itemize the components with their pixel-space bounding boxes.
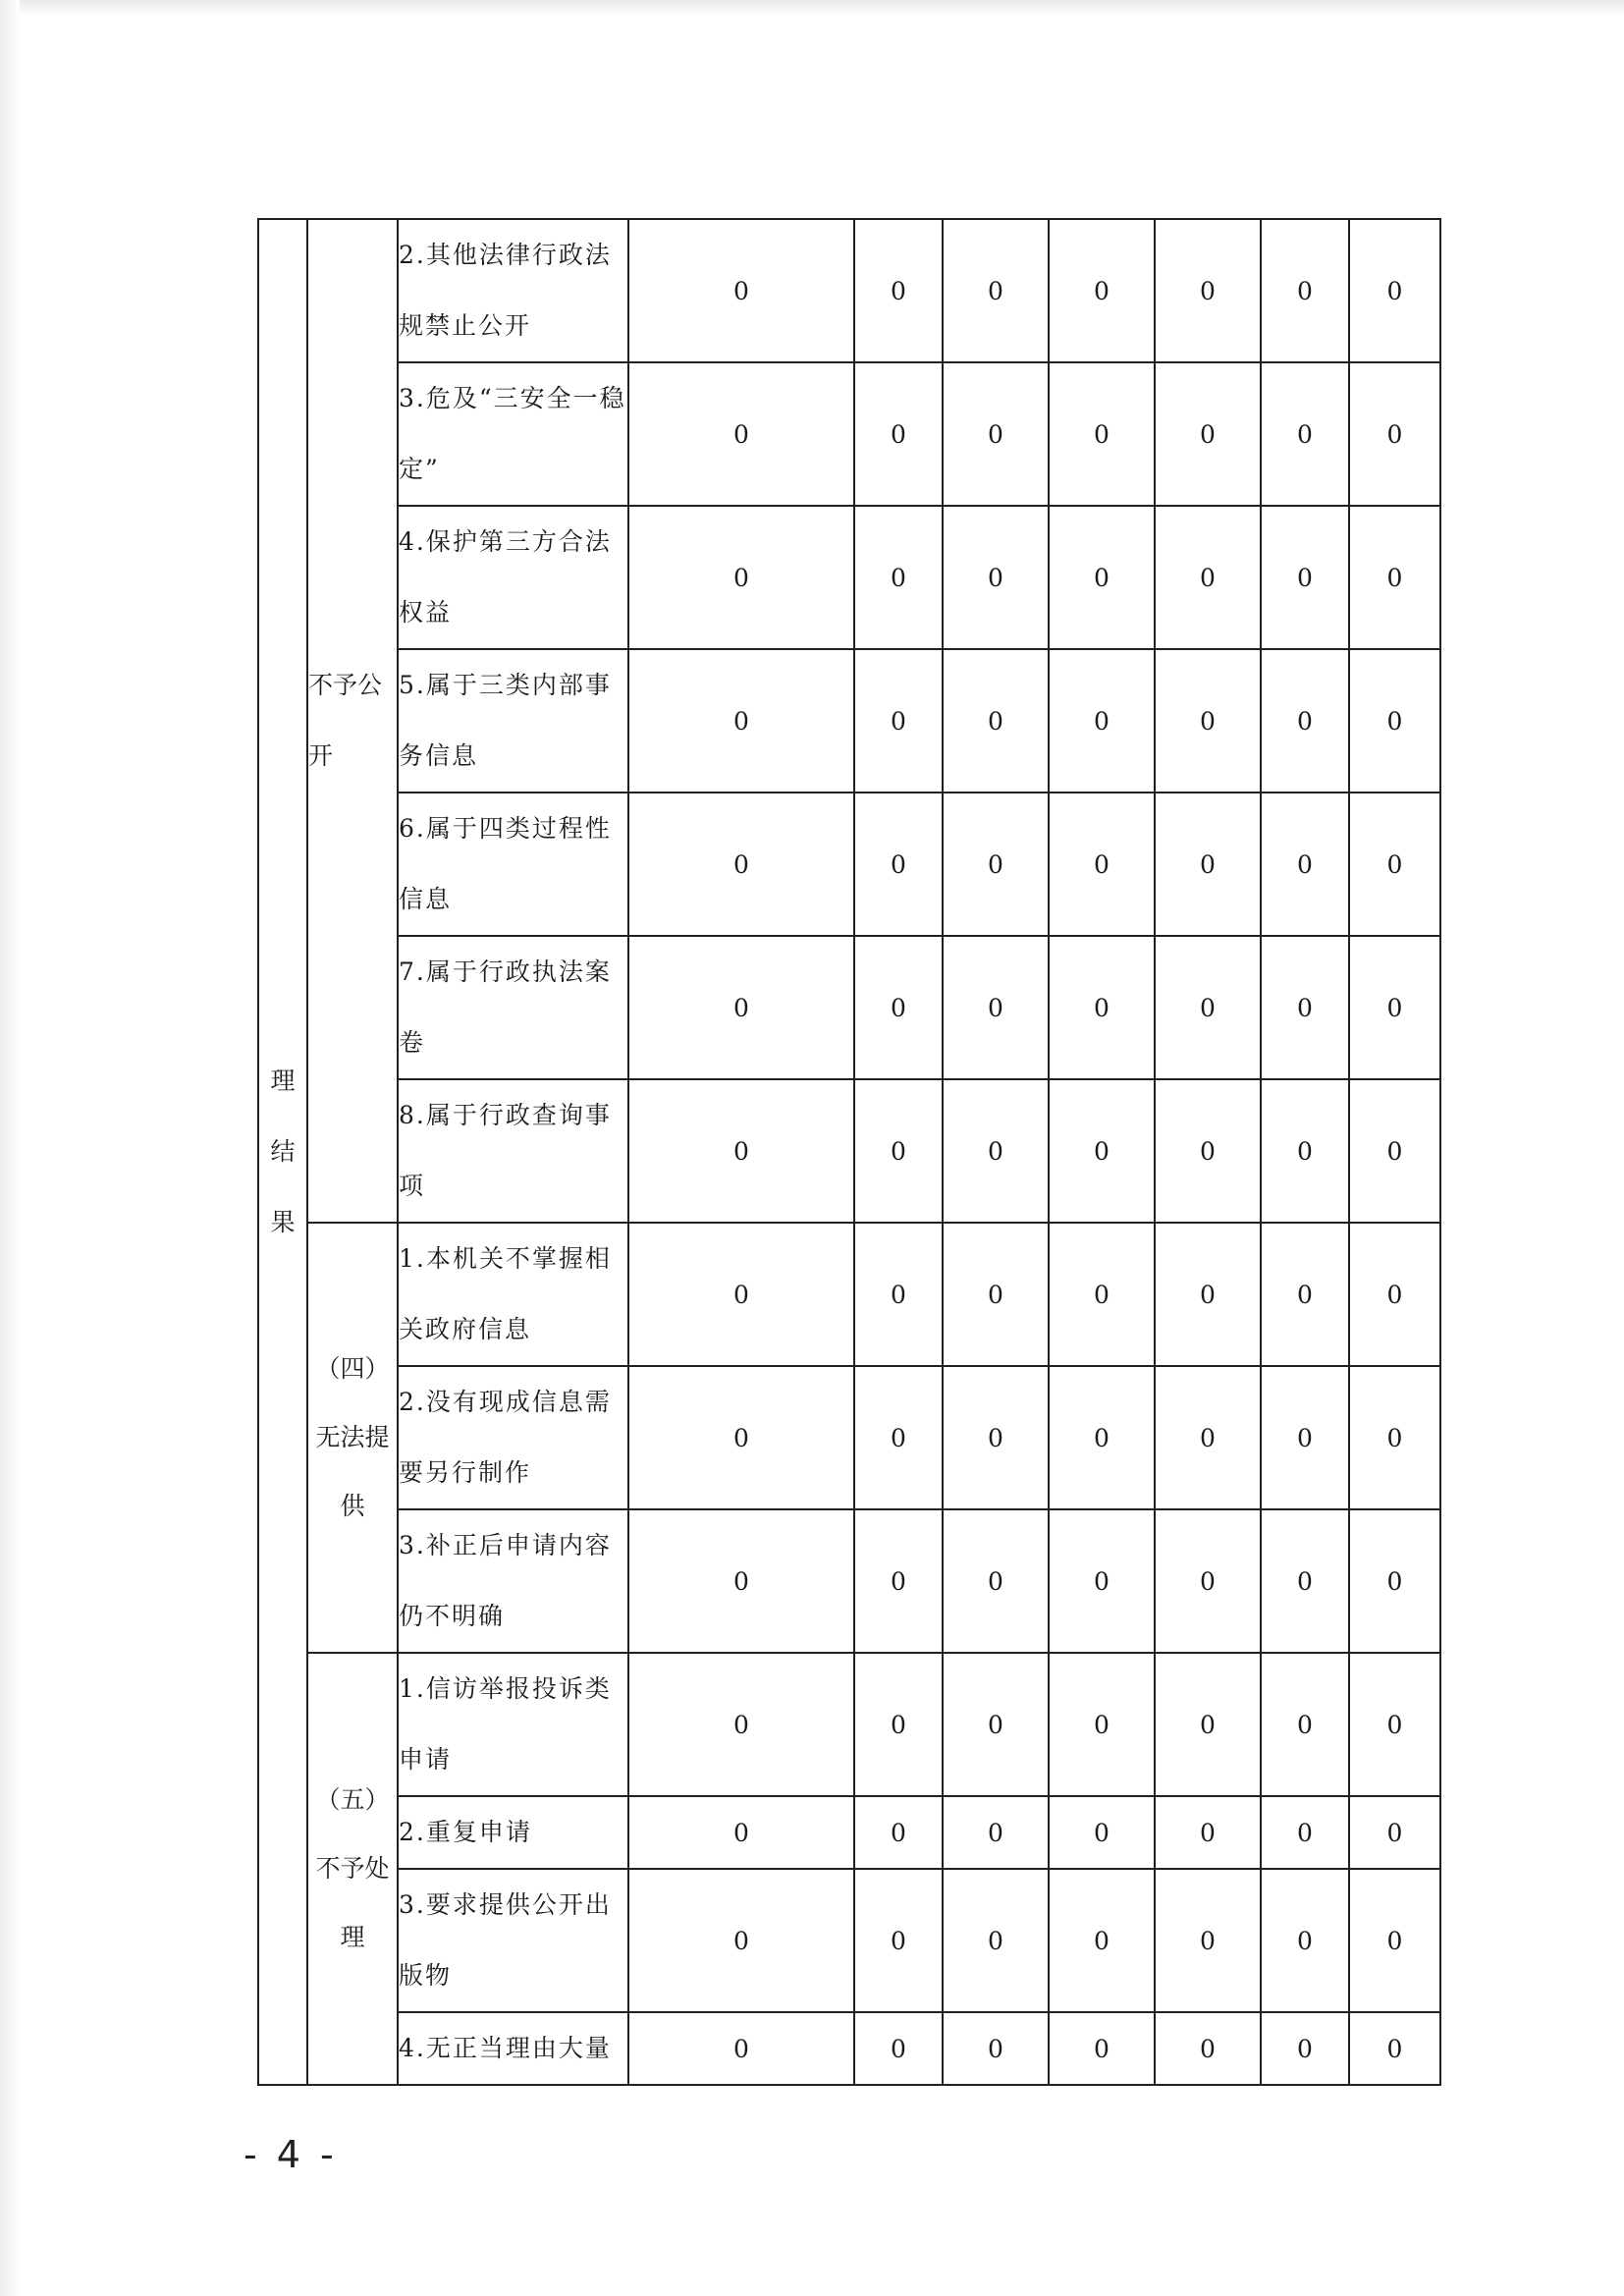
value-cell: 0 bbox=[1261, 1869, 1349, 2012]
value-cell: 0 bbox=[1049, 936, 1155, 1079]
value-cell: 0 bbox=[854, 2012, 943, 2085]
value-cell: 0 bbox=[1049, 362, 1155, 506]
value-cell: 0 bbox=[1155, 649, 1261, 793]
value-cell: 0 bbox=[854, 506, 943, 649]
value-cell: 0 bbox=[1261, 1509, 1349, 1653]
table-row bbox=[258, 649, 1440, 793]
value-cell: 0 bbox=[1155, 1223, 1261, 1366]
value-cell: 0 bbox=[1049, 1223, 1155, 1366]
item-label: 2.重复申请 bbox=[398, 1796, 628, 1869]
table-row bbox=[258, 1869, 1440, 2012]
value-cell: 0 bbox=[1155, 219, 1261, 362]
value-cell: 0 bbox=[1349, 219, 1440, 362]
value-cell: 0 bbox=[943, 1869, 1049, 2012]
value-cell: 0 bbox=[1349, 1653, 1440, 1796]
value-cell: 0 bbox=[1261, 1796, 1349, 1869]
value-cell: 0 bbox=[1261, 362, 1349, 506]
value-cell: 0 bbox=[1261, 2012, 1349, 2085]
table-row bbox=[258, 936, 1440, 1079]
table-row bbox=[258, 1079, 1440, 1223]
value-cell: 0 bbox=[1261, 1079, 1349, 1223]
value-cell: 0 bbox=[628, 1653, 854, 1796]
value-cell: 0 bbox=[1349, 793, 1440, 936]
value-cell: 0 bbox=[1261, 1223, 1349, 1366]
item-label: 4.保护第三方合法权益 bbox=[398, 506, 628, 649]
table-row bbox=[258, 2012, 1440, 2085]
value-cell: 0 bbox=[1049, 2012, 1155, 2085]
value-cell: 0 bbox=[1049, 1509, 1155, 1653]
value-cell: 0 bbox=[1261, 1653, 1349, 1796]
value-cell: 0 bbox=[628, 219, 854, 362]
table-row bbox=[258, 1509, 1440, 1653]
value-cell: 0 bbox=[1349, 1509, 1440, 1653]
value-cell: 0 bbox=[1349, 1796, 1440, 1869]
value-cell: 0 bbox=[1155, 1079, 1261, 1223]
value-cell: 0 bbox=[1155, 506, 1261, 649]
value-cell: 0 bbox=[854, 1796, 943, 1869]
value-cell: 0 bbox=[854, 649, 943, 793]
value-cell: 0 bbox=[854, 1079, 943, 1223]
page-number: - 4 - bbox=[244, 2133, 338, 2176]
value-cell: 0 bbox=[854, 1653, 943, 1796]
table-row bbox=[258, 1796, 1440, 1869]
group-cell-not-processed bbox=[307, 1653, 398, 2085]
value-cell: 0 bbox=[628, 1796, 854, 1869]
table-row bbox=[258, 1366, 1440, 1509]
value-cell: 0 bbox=[943, 1796, 1049, 1869]
item-label: 2.其他法律行政法规禁止公开 bbox=[398, 219, 628, 362]
value-cell: 0 bbox=[1155, 793, 1261, 936]
value-cell: 0 bbox=[943, 506, 1049, 649]
value-cell: 0 bbox=[943, 219, 1049, 362]
table-row bbox=[258, 1653, 1440, 1796]
value-cell: 0 bbox=[628, 1869, 854, 2012]
value-cell: 0 bbox=[628, 1509, 854, 1653]
item-label: 3.补正后申请内容仍不明确 bbox=[398, 1509, 628, 1653]
value-cell: 0 bbox=[1155, 1869, 1261, 2012]
value-cell: 0 bbox=[1155, 936, 1261, 1079]
value-cell: 0 bbox=[1155, 1653, 1261, 1796]
item-label: 4.无正当理由大量 bbox=[398, 2012, 628, 2085]
value-cell: 0 bbox=[1349, 362, 1440, 506]
value-cell: 0 bbox=[1049, 506, 1155, 649]
value-cell: 0 bbox=[1261, 793, 1349, 936]
outer-category-label: 理结果 bbox=[270, 1066, 296, 1236]
scan-top-edge bbox=[0, 0, 1624, 16]
table-row bbox=[258, 793, 1440, 936]
value-cell: 0 bbox=[943, 1079, 1049, 1223]
value-cell: 0 bbox=[1349, 2012, 1440, 2085]
value-cell: 0 bbox=[854, 1223, 943, 1366]
value-cell: 0 bbox=[1349, 1366, 1440, 1509]
value-cell: 0 bbox=[1349, 649, 1440, 793]
value-cell: 0 bbox=[854, 219, 943, 362]
item-label: 8.属于行政查询事项 bbox=[398, 1079, 628, 1223]
value-cell: 0 bbox=[1155, 1509, 1261, 1653]
value-cell: 0 bbox=[1261, 936, 1349, 1079]
value-cell: 0 bbox=[1049, 1366, 1155, 1509]
value-cell: 0 bbox=[1049, 649, 1155, 793]
outer-category-cell bbox=[258, 219, 307, 2085]
value-cell: 0 bbox=[1261, 219, 1349, 362]
scan-left-edge bbox=[0, 0, 20, 2296]
disclosure-stats-table bbox=[257, 218, 1441, 2086]
value-cell: 0 bbox=[943, 1509, 1049, 1653]
table-row bbox=[258, 1223, 1440, 1366]
value-cell: 0 bbox=[628, 506, 854, 649]
value-cell: 0 bbox=[1349, 1869, 1440, 2012]
table-row bbox=[258, 506, 1440, 649]
item-label: 3.要求提供公开出版物 bbox=[398, 1869, 628, 2012]
item-label: 7.属于行政执法案卷 bbox=[398, 936, 628, 1079]
value-cell: 0 bbox=[854, 1509, 943, 1653]
item-label: 3.危及“三安全一稳定” bbox=[398, 362, 628, 506]
table-row bbox=[258, 362, 1440, 506]
value-cell: 0 bbox=[943, 649, 1049, 793]
value-cell: 0 bbox=[1049, 1869, 1155, 2012]
value-cell: 0 bbox=[628, 2012, 854, 2085]
value-cell: 0 bbox=[1155, 1366, 1261, 1509]
value-cell: 0 bbox=[854, 1869, 943, 2012]
item-label: 1.本机关不掌握相关政府信息 bbox=[398, 1223, 628, 1366]
value-cell: 0 bbox=[854, 1366, 943, 1509]
value-cell: 0 bbox=[1261, 649, 1349, 793]
value-cell: 0 bbox=[1155, 362, 1261, 506]
value-cell: 0 bbox=[628, 1366, 854, 1509]
value-cell: 0 bbox=[628, 936, 854, 1079]
value-cell: 0 bbox=[1349, 1223, 1440, 1366]
item-label: 2.没有现成信息需要另行制作 bbox=[398, 1366, 628, 1509]
value-cell: 0 bbox=[943, 362, 1049, 506]
value-cell: 0 bbox=[1349, 936, 1440, 1079]
group-label: （四）无法提供 bbox=[315, 1354, 390, 1520]
value-cell: 0 bbox=[854, 936, 943, 1079]
value-cell: 0 bbox=[628, 649, 854, 793]
table-row bbox=[258, 219, 1440, 362]
value-cell: 0 bbox=[628, 793, 854, 936]
value-cell: 0 bbox=[943, 1653, 1049, 1796]
value-cell: 0 bbox=[1155, 1796, 1261, 1869]
value-cell: 0 bbox=[628, 1223, 854, 1366]
item-label: 6.属于四类过程性信息 bbox=[398, 793, 628, 936]
value-cell: 0 bbox=[943, 793, 1049, 936]
value-cell: 0 bbox=[1049, 1796, 1155, 1869]
value-cell: 0 bbox=[854, 793, 943, 936]
value-cell: 0 bbox=[1049, 219, 1155, 362]
value-cell: 0 bbox=[628, 362, 854, 506]
value-cell: 0 bbox=[1349, 1079, 1440, 1223]
value-cell: 0 bbox=[943, 1366, 1049, 1509]
group-label: （五）不予处理 bbox=[315, 1785, 390, 1951]
group-cell-withhold bbox=[307, 219, 398, 1223]
value-cell: 0 bbox=[1261, 506, 1349, 649]
value-cell: 0 bbox=[1049, 1653, 1155, 1796]
value-cell: 0 bbox=[854, 362, 943, 506]
group-cell-unable bbox=[307, 1223, 398, 1653]
value-cell: 0 bbox=[1155, 2012, 1261, 2085]
value-cell: 0 bbox=[1261, 1366, 1349, 1509]
value-cell: 0 bbox=[943, 2012, 1049, 2085]
value-cell: 0 bbox=[943, 936, 1049, 1079]
value-cell: 0 bbox=[1049, 793, 1155, 936]
group-label: 不予公开 bbox=[308, 671, 383, 770]
value-cell: 0 bbox=[943, 1223, 1049, 1366]
value-cell: 0 bbox=[1349, 506, 1440, 649]
value-cell: 0 bbox=[1049, 1079, 1155, 1223]
value-cell: 0 bbox=[628, 1079, 854, 1223]
item-label: 1.信访举报投诉类申请 bbox=[398, 1653, 628, 1796]
item-label: 5.属于三类内部事务信息 bbox=[398, 649, 628, 793]
